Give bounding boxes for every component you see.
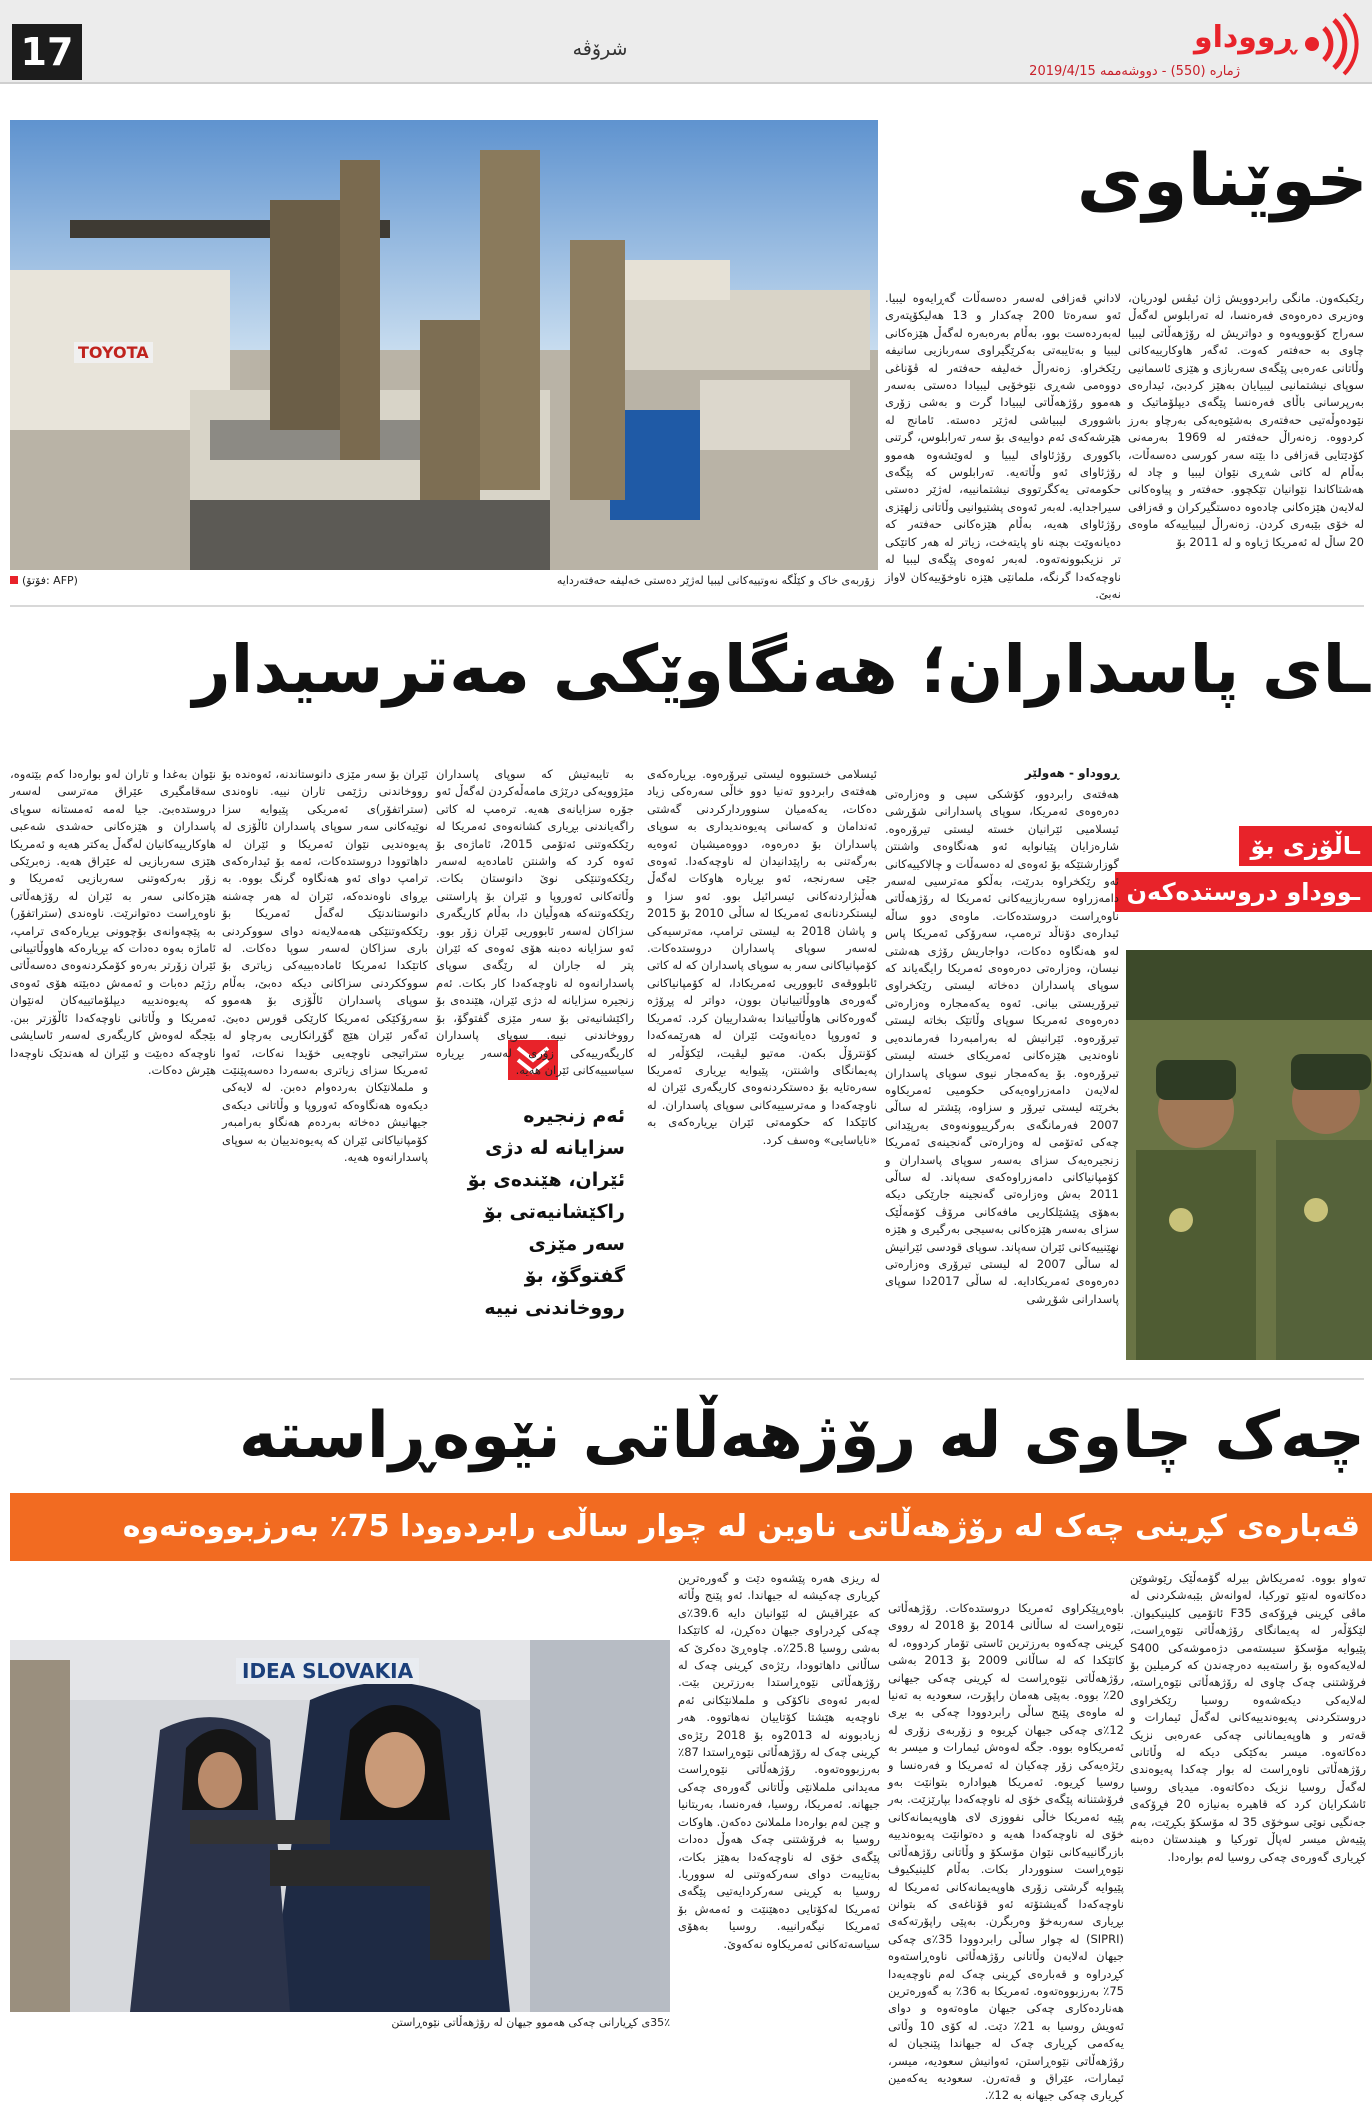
logo-rays-icon	[1298, 14, 1368, 74]
story2-kicker	[1126, 826, 1372, 916]
story2-byline: ڕووداو - هەولێر	[985, 766, 1119, 780]
story2-column-1: هەفتەی رابردوو، کۆشکی سپی و وەزارەتی دەرەوەی ئەمریکا، سوپای پاسدارانی شۆڕشی ئیسلامیی ئێرانیان خستە لیستی تیرۆرەوە. شارەزایان پێیانوایە ئەو هەنگاوەی واشنتن گوزارشتێکە بۆ ئەوەی لە دەسەڵات و چالاکییەکانی ئەو رێکخراوە بدرێت، بەڵکو مەترسیی لەسەر دامەزراوە سەربازییەکانی ئەمریکا لە رۆژهەڵاتی ناوەڕاست دروستدەکات. ماوەی دوو ساڵە ئیدارەی دۆناڵد ترەمپ، سەرۆکی ئەمریکا پاس لەو هەنگاوە دەکات، دواجاریش رۆژی هەشتی نیسان، وەزارەتی دەرەوەی ئەمریکا رایگەیاند کە سوپای پاسداران دەخاتە لیستی رێکخراوی تیرۆریستی بیانی. ئەوە یەکەمجارە وەزارەتی دەرەوەی ئەمریکا سوپای وڵاتێک بخاتە لیستی تیرۆرەوە. ئێرانیش لە بەرامبەردا فەرماندەیی ناوەندیی هێزەکانی ئەمریکای خستە لیستی تیرۆرەوە. بۆ یەکەمجار نیوی سوپای پاسداران لەلایەن دامەزراوەیەکی حکومیی ئەمریکاوە بخرێتە لیستی تیرۆر و سزاوە، پێشتر لە ساڵی 2007 فەرمانگەی بەرگرییوونەوەی بەرپێدانی چەکی ئەتۆمی لە وەزارەتی گەنجینەی ئەمریکا زنجیرەیەک سزای بەسەر سوپای پاسداران و کۆمپانیاکانی دامەزراوەکەی سەپاند. لە ساڵی 2011 بەش وەزارەتی گەنجینە جارێکی دیکە بەهۆی پێشێلکاریی مافەکانی مرۆڤ کۆمەڵێک سزای بەسەر هێزەکانی بەسیجی بەرگیری و هێزە نهێنییەکانی ئێران سەپاند. سوپای قودسی ئێرانیش لە ساڵی 2007 لە لیستی تیرۆری وەزارەتی دەرەوەی ئەمریکادایە. لە ساڵی 2017دا سوپای پاسدارانی شۆڕشی	[885, 786, 1119, 1368]
story2-column-5: نێوان بەغدا و تاران لەو بوارەدا کەم بێتەوە، سەقامگیری عێراق مەترسی لەسەر دروستدەبێ. جیا لەمە ئەمستانە سوپای پاسداران و هێزەکانی حەشدی شەعبی هاوکارییەکانیان لەگەڵ یەکتر هەیە و ئەمریکا هێزی سەربازیی لە عێراق هەیە. زەبرێکی زۆر بەرکەوتنی سەربازیی ئەمریکا و هێزەکانی سەر بە ئێران لە رۆژهەڵاتی ناوەڕاست دەتوانرێت. ناوەندی (ستراتفۆر) بە پێچەوانەی بۆچوونی بڕیارەکەی ترامپ، ئاماژە بەوە دەدات کە بڕیارەکە هاووڵاتییانی ئێران زۆرتر بەرەو کۆمکردنەوەی دەسەڵاتی رژێم دەبات و ئەمەش دەبێتە هۆی ئەوەی کە پەیوەندییە دیپلۆماتییەکان لەنێوان ئەمریکا و وڵاتانی ناوچەکەدا ئاڵۆزتر ببن. بێجگە لەوەش کاریگەری لەسەر ئاسایشی ناوچەکە دەبێت و ئێران لە هەندێک ناوچەدا هێرش دەکات.	[10, 766, 216, 1368]
story1-photo-caption: زۆربەی خاک و کێڵگە نەوتییەکانی لیبیا لەژێر دەستی خەلیفە حەفتەردایە	[420, 574, 875, 587]
divider	[10, 1378, 1364, 1380]
story1-column-left: لاداني قەزافی لەسەر دەسەڵات گەڕایەوە لیبیا. ئەو سەرەتا 200 چەکدار و 13 هەلیکۆپتەری لەبەردەست بوو، بەڵام بەرەبەرە لەگەڵ هێزەکانی لیبیا و بەتایبەتی بەکرێگیراوی سەربازیی سانیفە رێکخراو. زەنەراڵ خەلیفە حەفتەر لە ڤۆناغی دووەمی شەڕی نێوخۆیی لیبیادا دەستی بەسەر هەموو رۆژهەڵاتی لیبیادا گرت و بەشی زۆری باشووری لیبیاشی لەژێر دەستە. ئامانج لە هێرشەکەی ئەم دواییەی بۆ سەر تەرابلوس، گرتنی باکووری رۆژئاوای لیبیا و لەوێشەوە هەموو رۆژئاوای ئەو وڵاتەیە. تەرابلوس کە پێگەی حکومەتی یەکگرتووی نیشتمانییە، لەژێر دەستی سیراجدایە. لەبەر ئەوەی پشتیوانیی وڵاتانی زلهێزی رۆژئاوای هەیە، بەڵام هێزەکانی حەفتەر کە دەیانەوێت بچنە ناو پایتەخت، زیاتر لە هەر کاتێکی تر نزیکبوونەتەوە. لەبەر ئەوەی پێگەی لیبیا لە ناوچەکەدا گرنگە، ملمانێی هێزە ناوخۆییەکان لاواز نەبێ.	[885, 290, 1121, 568]
credit-text: (فۆتۆ: AFP)	[22, 574, 78, 587]
story3-column-1: تەواو بووە. ئەمریکاش بیرلە گۆمەڵێک رێوشوێن دەکاتەوە لەنێو تورکیا، لەوانەش بێبەشکردنی لە ماڤی کڕینی فڕۆکەی F35 ئاتۆمیی کلینیکیوان. لێکۆڵەر لە پەیمانگای رۆژهەڵاتی نێوەڕاست، پێیوایە مۆسکۆ سیستەمی دژەموشەکی S400 لەلایەکەوە بۆ راستەیبە دەرچەندن کە کرمیلین بۆ فرۆشتنی چەک چاوی لە رۆژهەڵاتی نێوەڕاستە، لەلایەکی دیکەشەوە روسیا رێکخراوی دروستکردنی پەیوەندییەکانی لەگەڵ ئیمارات و قەتەر و هاوپەیمانانی چەکی عەرەبی نزیک دەکاتەوە. میسر بەکێکی دیکە لە وڵاتانی رۆژهەڵاتی ناوەڕاست لە بوار چەکدا پەیوەندی لەگەڵ روسیا نزیک دەکاتەوە. میدیای روسیا ئاشکرایان کرد کە قاهیرە بەنیازە 20 فڕۆکەی جەنگیی نوێی سوخۆی 35 لە مۆسکۆ بکڕێت، بەم پێیەش میسر لەپاڵ تورکیا و هیندستان دەبنە کڕیاری گەورەی چەکی روسیا لەم بوارەدا.	[1130, 1570, 1366, 2020]
story2-headline: ـای پاسداران؛ هەنگاوێکی مەترسیدار	[220, 622, 1370, 718]
issue-line: ژمارە (550) - دووشەممە 2019/4/15	[900, 64, 1240, 79]
pull-quote: ئەم زنجیرە سزایانە لە دژی ئێران، هێندەی بۆ راکێشانیەتی بۆ سەر مێزی گفتوگۆ، بۆ رووخاندنی نییە	[450, 1100, 625, 1300]
page-number: 17	[12, 24, 82, 80]
story2-photo	[1126, 950, 1372, 1360]
expo-sign: IDEA SLOVAKIA	[236, 1658, 419, 1684]
logo	[1188, 14, 1368, 74]
kicker-line-1: ـاڵۆزی بۆ	[1239, 826, 1372, 866]
story2-column-3: بە تایبەتیش کە سوپای پاسداران مێژوویەکی درێژی مامەڵەکردن لەگەڵ ئەو جۆرە سزایانەی هەیە. ترەمپ لە کاتی راگەیاندنی بڕیاری کشانەوەی ئەمریکا لە رێککەوتنی ئەتۆمی 2015، ئاماژەی بۆ ئەوە کرد کە واشنتن ئامادەیە لەسەر رێککەوتنێکی نوێ دانوستان بکات. وڵاتەکانی ئەوروپا و ئێران بۆ پاراستنی رێککەوتنەکە هەوڵیان دا، بەڵام کاریگەری سزاکان لەسەر ئابووریی ئێران زۆر بوو. ئەو سزایانە دەبنە هۆی ئەوەی کە ئێران پتر لە جاران لە رێگەی سوپای پاسدارانەوە لە ناوچەکەدا کار بکات. ئەم زنجیرە سزایانە لە دژی ئێران، هێندەی بۆ راکێشانیەتی بۆ سەر مێزی گفتوگۆ، بۆ رووخاندنی نییە. سوپای پاسداران کاریگەرییەکی زۆری لەسەر بڕیارە سیاسییەکانی ئێران هەیە.	[436, 766, 634, 1368]
story1-headline: خوێناوی	[1068, 135, 1368, 225]
story3-column-2: باوەڕپێکراوی ئەمریکا دروستدەکات. رۆژهەڵاتی نێوەڕاست لە ساڵانی 2014 بۆ 2018 لە رووی کڕینی چەکەوە بەرزترین ئاستی تۆمار کردووە، لە کاتێکدا کە لە ساڵانی 2009 بۆ 2013 بەشی رۆژهەڵاتی نێوەڕاست لە کڕینی چەکی جیهانی 20٪ بووە. بەپێی هەمان راپۆرت، سعودیە بە تەنیا لە ماوەی پێنج ساڵی رابردوودا چەکی بە بڕی 12٪ی چەکی جیهان کڕیوە و زۆربەی زۆری لە ئەمریکاوە بووە. جگە لەوەش ئیمارات و میسر بە رێژەیەکی زۆر چەکیان لە ئەمریکا و فەرەنسا و روسیا کڕیوە. ئەمریکا هیوادارە بتوانێت بەو فرۆشتنانە پێگەی خۆی لە ناوچەکەدا بپارێزێت. بەر پێیە ئەمریکا خاڵی نفووزی لای هاوپەیمانەکانی خۆی لە ناوچەکەدا هەیە و دەتوانێت پەیوەندییە بازرگانییەکانی نێوان مۆسکۆ و وڵاتانی رۆژهەڵاتی نێوەڕاست سنووردار بکات. بەڵام کلینیکیوف پێیوایە گرشتی زۆری هاوپەیمانەکانی ئەمریکا لە ناوچەکەدا گەیشتۆتە ئەو قۆناغەی کە بتوانن بڕیاری سەربەخۆ وەربگرن. بەپێی راپۆرتەکەی (SIPRI) لە چوار ساڵی رابردوودا 35٪ی چەکی جیهان لەلایەن وڵاتانی رۆژهەڵاتی ناوەڕاستەوە کڕدراوە و قەبارەی کڕینی چەک لەم ناوچەیەدا 75٪ بەرزبووەتەوە. ئەمریکا بە 36٪ بە گەورەترین هەناردەکاری چەکی جیهان ماوەتەوە و دوای ئەویش روسیا بە 21٪ دێت. لە کۆی 10 وڵاتی یەکەمی کڕیاری چەک لە جیهاندا پێنجیان لە رۆژهەڵاتی نێوەڕاستن، ئەوانیش سعودیە، میسر، ئیمارات، عێراق و قەتەرن. سعودیە یەکەمین کڕیاری چەکی جیهانە بە 12٪.	[888, 1600, 1124, 2020]
story1-photo-credit	[10, 574, 100, 587]
credit-square-icon	[10, 576, 18, 584]
divider	[10, 605, 1364, 607]
truck-brand-label: TOYOTA	[74, 342, 153, 363]
story2-column-2: ئیسلامی خستبووە لیستی تیرۆرەوە. بڕیارەکەی هەفتەی رابردوو تەنیا دوو خاڵی سەرەکی زیاد دەکات، یەکەمیان سنووردارکردنی گەشتی ئەندامان و کەسانی پەیوەندیداری بە سوپای پاسداران بۆ دەرەوە، دووەمیشیان ئەوەیە بەرگەتنی بە راپێدانیدان لە ناوچەکەدا. ئەوەی جێی سەرنجە، ئەو بڕیارە هاوکات لەگەڵ هەڵبژاردنەکانی ئیسرائیل بوو. ئەو سزا و لیستکردنانەی ئەمریکا لە ساڵی 2010 بۆ 2015 و پاشان 2018 بە لیستی ترامپ، مەترسیەکی لەسەر سوپای پاسداران دروستدەکات. کۆمپانیاکانی سەر بە سوپای پاسداران کە لە کاتی ئابلووقەی ئابووریی ئەمریکادا، لە کۆمپانیاکانی گەورەی هاووڵاتییانیان بوون، دواتر لە پڕۆژە گەورەکانی هاوڵاتییاندا بەشدارییان کرد. ئەمریکا و ئەوروپا دەیانەوێت ئێران لە هەرێمەکەدا کۆنترۆڵ بکەن. مەتیو لیڤیت، لێکۆڵەر لە پەیمانگای واشنتن، پێیوایە بڕیاری ئەمریکا سەرەتایە بۆ دەستکردنەوەی کاریگەری ئێران لە ناوچەکەدا و مەترسییەکانی سوپای پاسداران. لە کاتێکدا کە حکومەتی ئێران بڕیارەکەی بە «نایاسایی» وەسف کرد.	[647, 766, 877, 1368]
story3-column-4: لە ریزی هەرە پێشەوە دێت و گەورەترین کڕیاری چەکیشە لە جیهاندا. ئەو پێنج وڵاتە کە عێراقیش لە ئێوانیان دایە 39.6٪ی چەکی کڕدراوی جیهان دەکڕن، لە کاتێکدا بەشی روسیا 25.8٪ە. چاوەڕێ دەکرێ کە ساڵانی داهاتوودا، رێژەی کڕینی چەک لە رۆژهەڵاتی نێوەڕاستدا بەرزترین بێت. لەبەر ئەوەی ناکۆکی و ململانێکانی ئەم ناوچەیە هێشتا کۆتاییان نەهاتووە. هەر زیادبوونە لە 2013وە بۆ 2018 رێژەی کڕینی چەک لە رۆژهەڵاتی نێوەڕاستدا 87٪ بەرزبووەتەوە. رۆژهەڵاتی نێوەڕاست مەیدانی ململانێی وڵاتانی گەورەی چەکی جیهانە. ئەمریکا، روسیا، فەرەنسا، بەریتانیا و چین لەم بوارەدا ململانێ دەکەن. هاوکات روسیا بە فرۆشتنی چەک هەوڵ دەدات پێگەی خۆی لە ناوچەکەدا بەهێز بکات، بەتایبەت دوای سەرکەوتنی لە سووریا. روسیا بە کڕینی سەرکردایەتیی پێگەی ئەمریکا لەکۆتایی دەهێنێت و ئەمەش بۆ ئەمریکا نیگەرانییە. روسیا بەهۆی سیاسەتەکانی ئەمریکاوە نەکەوێ.	[678, 1570, 880, 2020]
story3-photo-caption: 35٪ی کڕیارانی چەکی هەموو جیهان لە رۆژهەڵاتی نێوەڕاستن	[330, 2016, 670, 2029]
story3-subheadline: قەبارەی کڕینی چەک لە رۆژهەڵاتی ناوین لە چوار ساڵی رابردوودا 75٪ بەرزبووەتەوە	[10, 1493, 1372, 1561]
logo-text: ڕووداو	[1194, 20, 1296, 55]
story2-column-4: ئێران بۆ سەر مێزی دانوستاندنە، ئەوەندە بۆ رووخاندنی رژێمی تاران نییە. ناوەندی (ستراتفۆر)ی ئەمریکی پێیوایە سزا نوێیەکانی سەر سوپای پاسداران ئاڵۆزی لە پەیوەندیی نێوان ئەمریکا و ئێران لە داهاتوودا دروستدەکات، ئەمە بۆ ئیدارەکەی ترامپ دوای ئەو هەنگاوە گرنگ بووە. بە بڕوای ناوەندەکە، ئێران لە هەر چەشنە دانوستاندنێک لەگەڵ ئەمریکا بۆ رێککەوتنێکی هەمەلایەنە دوای سووکردنی باری سزاکان لەسەر سوپا دەکات. لە کاتێکدا ئەمریکا ئامادەبییەکی زیاتری بۆ سووککردنی سزاکانی دیکە دەبێ، بەڵام سوپای پاسداران ئاڵۆزی بۆ هەموو سەرۆکێکی ئەمریکا کارێکی قورس دەبێ. ئەگەر ئێران هێچ گۆڕانکاریی بەرچاو لە ستراتیجی ناوچەیی خۆیدا نەکات، ئەوا ئەمریکا سزای زیاتری بەسەردا دەسەپێنێت و ململانێکان بەردەوام دەبن. لە لایەکی دیکەوە هەنگاوەکە ئەوروپا و وڵاتانی دیکەی جیهانیش دەخاتە بەردەم هەنگاو بەرامبەر کۆمپانیاکانی ئێران کە پەیوەندییان بە سوپای پاسدارانەوە هەیە.	[222, 766, 428, 1368]
story1-column-right: رێکبکەون. مانگی رابردوویش ژان ئیڤس لودریان، وەزیری دەرەوەی فەرەنسا، لە تەرابلوس لەگەڵ سەراج کۆبوویەوە و دواتریش لە رۆژهەڵاتی لیبیا چاوی بە حەفتەر کەوت. ئەگەر هاوکارییەکانی وڵاتانی عەرەبی پێگەی سەربازی و هێزی ئاسمانیی سوپای نیشتمانیی لیبیایان بەهێز کردبێ، ئیدارەی بەرپرسانی باڵای فەرەنسا پێگەی دیپلۆماتیک و نێودەوڵەتیی حەفتەری بەشێوەیەکی بەرچاو بەرز کردووە. زەنەراڵ حەفتەر لە 1969 بەرمەنی کۆدێتایی قەزافی دا بێتە سەر کورسی دەسەڵات، بەڵام لە کاتی شەڕی نێوان لیبیا و چاد لە هەشتاکاندا نێوانیان تێکچوو. حەفتەر و پیاوەکانی لەلایەن هێزەکانی چادەوە دەستگیرکران و قەزافی لە خۆی بێبەری کردن. زەنەراڵ لیبیاییەکە ماوەی 20 ساڵ لە ئەمریکا ژیاوە و لە 2011 بۆ	[1128, 290, 1364, 568]
page-header	[0, 0, 1372, 84]
story3-headline: چەک چاوی لە رۆژهەڵاتی نێوەڕاستە	[380, 1388, 1365, 1484]
story1-photo	[10, 120, 878, 570]
kicker-line-2: ـووداو دروستدەکەن	[1115, 872, 1372, 912]
story3-photo	[10, 1640, 670, 2012]
section-label: شرۆڤە	[540, 38, 660, 60]
